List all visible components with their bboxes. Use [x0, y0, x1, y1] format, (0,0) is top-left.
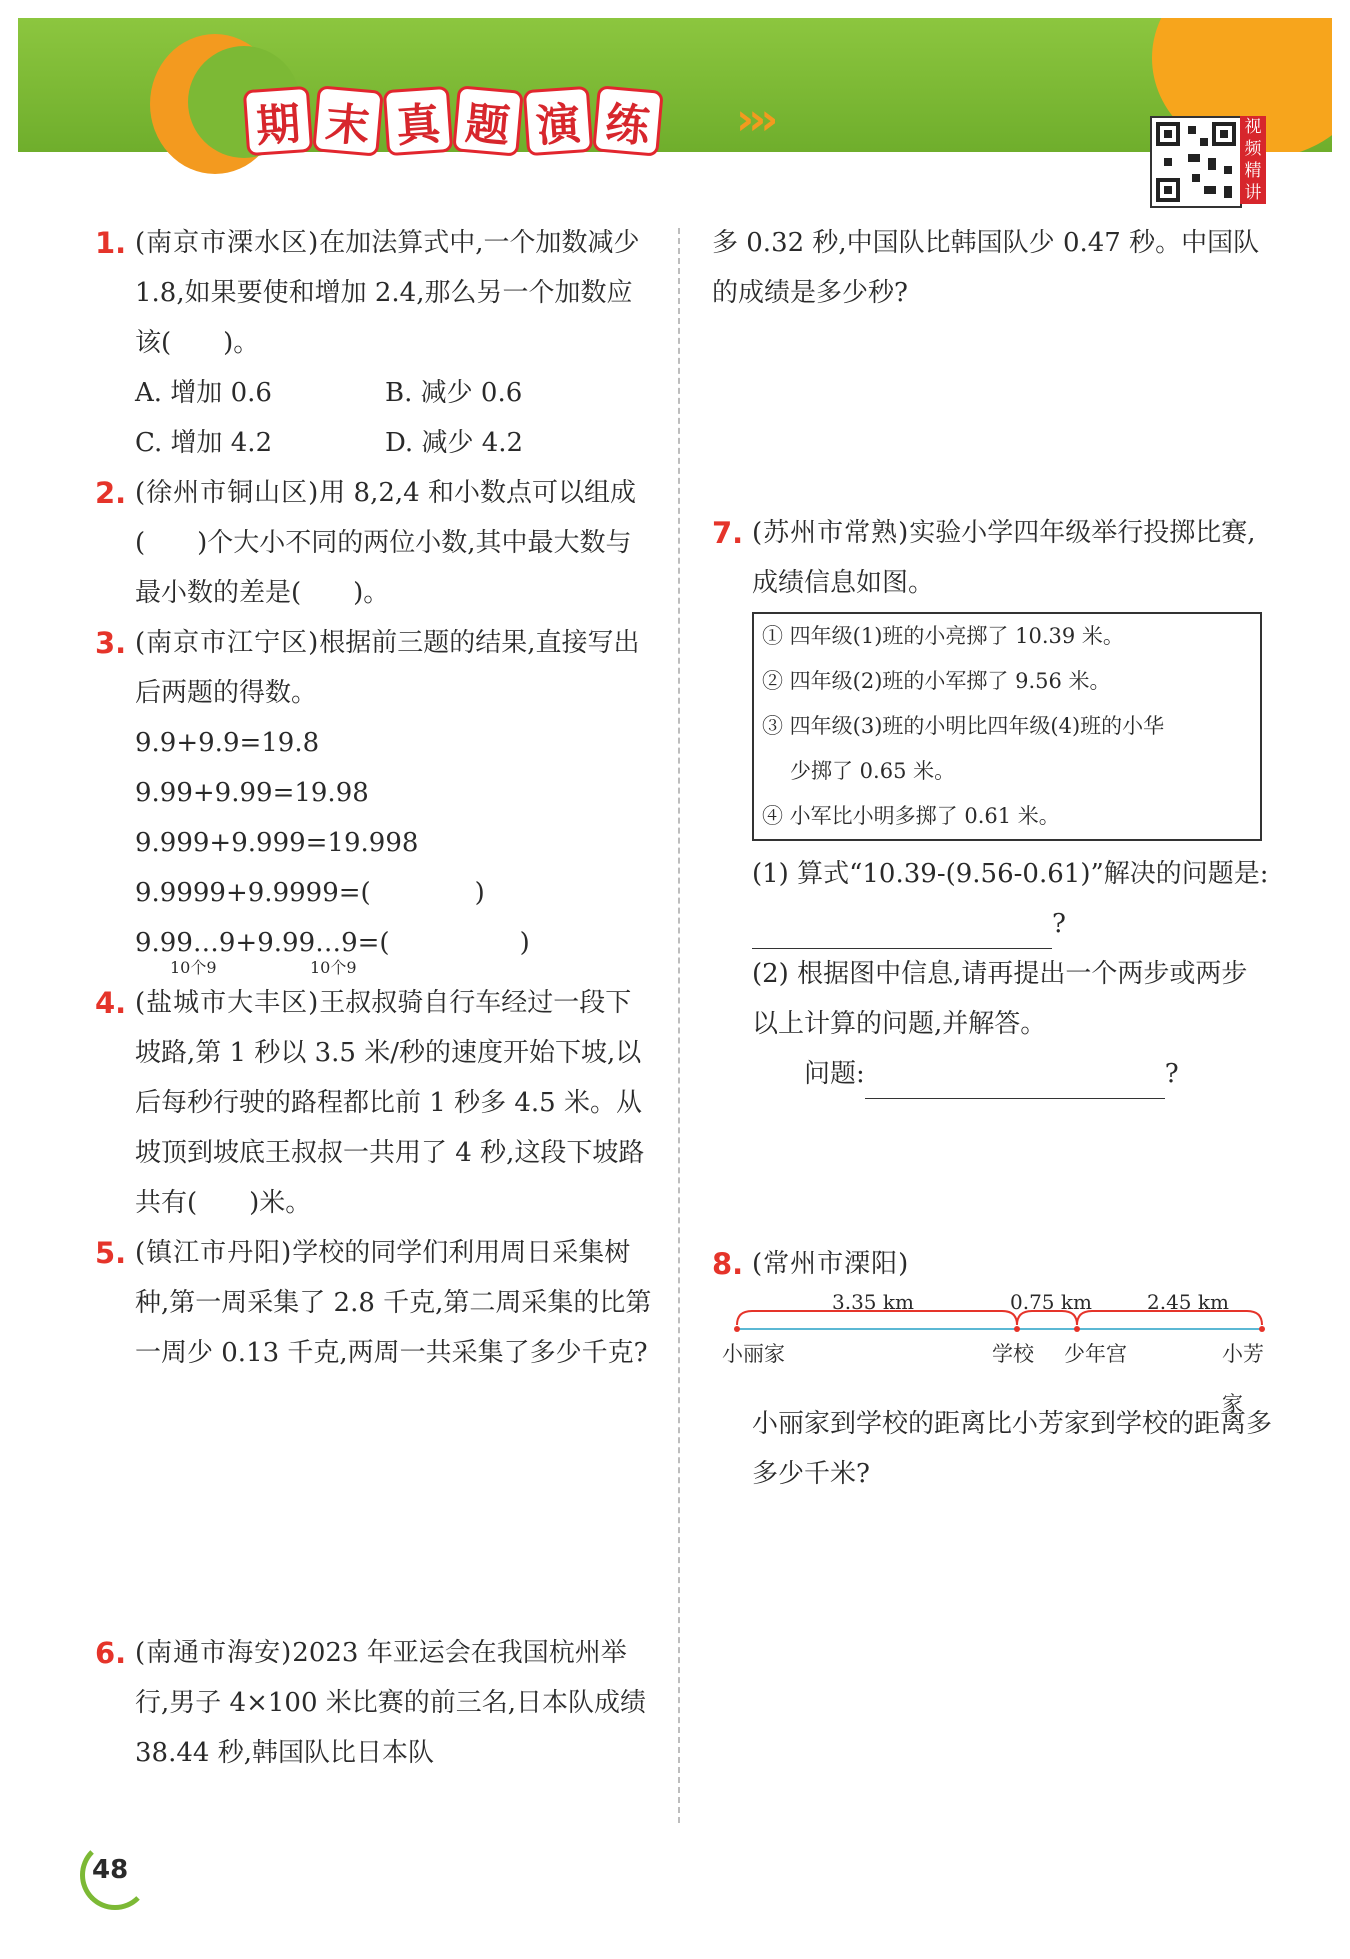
- question-mark: ?: [1052, 909, 1066, 939]
- option-d[interactable]: D. 减少 4.2: [385, 428, 524, 458]
- distance-label: 2.45 km: [1147, 1290, 1229, 1314]
- question-4: [95, 978, 655, 1228]
- question-text: 2023 年亚运会在我国杭州举行,男子 4×100 米比赛的前三名,日本队成绩 38.44 秒,韩国队比日本队: [135, 1638, 647, 1768]
- brace-note: 10个9: [310, 958, 357, 977]
- question-mark: ?: [1164, 1059, 1179, 1089]
- place-label: 少年宫: [1064, 1342, 1127, 1366]
- sub-question-2: [712, 949, 1272, 1239]
- equation-line: 9.9+9.9=19.8: [135, 728, 320, 758]
- place-label: 小芳家: [1222, 1342, 1264, 1416]
- title-char: 演: [523, 86, 593, 156]
- title-char: 真: [383, 86, 453, 156]
- question-3: [95, 618, 655, 978]
- qr-label: 视频精讲: [1240, 116, 1266, 204]
- question-6-continued: 多 0.32 秒,中国队比韩国队少 0.47 秒。中国队的成绩是多少秒?: [712, 228, 1260, 308]
- equation-line: 9.99+9.99=19.98: [135, 778, 369, 808]
- question-source: (苏州市常熟): [752, 518, 910, 548]
- question-number: 2.: [95, 476, 127, 510]
- sub-question-text: (2) 根据图中信息,请再提出一个两步或两步以上计算的问题,并解答。: [752, 959, 1248, 1039]
- title-char: 题: [452, 85, 524, 157]
- distance-label: 0.75 km: [1010, 1290, 1092, 1314]
- equation-last: [135, 918, 655, 978]
- info-line: 少掷了 0.65 米。: [790, 759, 956, 783]
- question-text: 用 8,2,4 和小数点可以组成( )个大小不同的两位小数,其中最大数与最小数的差是( )。: [135, 478, 636, 608]
- question-source: (镇江市丹阳): [135, 1238, 293, 1268]
- info-line: ③ 四年级(3)班的小明比四年级(4)班的小华: [762, 714, 1165, 738]
- info-box: [752, 612, 1262, 841]
- question-number: 7.: [712, 516, 744, 550]
- question-source: (盐城市大丰区): [135, 988, 320, 1018]
- distance-label: 3.35 km: [832, 1290, 914, 1314]
- title-char: 期: [243, 86, 313, 156]
- question-number: 6.: [95, 1636, 127, 1670]
- question-number: 8.: [712, 1247, 744, 1281]
- question-number: 3.: [95, 626, 127, 660]
- question-6: [95, 1628, 655, 1778]
- equation-line: 9.99…9+9.99…9=( ): [135, 928, 530, 958]
- distance-diagram: [722, 1289, 1272, 1416]
- equation-line: 9.9999+9.9999=( ): [135, 878, 485, 908]
- sub-question-text: (1) 算式“10.39-(9.56-0.61)”解决的问题是:: [752, 859, 1269, 889]
- answer-blank[interactable]: [752, 918, 1052, 949]
- left-column: [95, 218, 655, 1778]
- question-1: [95, 218, 655, 468]
- qr-code-icon[interactable]: [1150, 116, 1242, 208]
- question-7: [712, 508, 1272, 608]
- page-number: 48: [92, 1855, 129, 1885]
- question-number: 1.: [95, 226, 127, 260]
- info-line: ② 四年级(2)班的小军掷了 9.56 米。: [762, 669, 1111, 693]
- question-2: [95, 468, 655, 618]
- question-text: 在加法算式中,一个加数减少 1.8,如果要使和增加 2.4,那么另一个加数应该( )。: [135, 228, 640, 358]
- options: [135, 368, 655, 468]
- option-b[interactable]: B. 减少 0.6: [385, 378, 523, 408]
- question-label: 问题:: [804, 1059, 865, 1089]
- page-title: [245, 88, 661, 154]
- place-label: 学校: [992, 1342, 1034, 1366]
- question-8-text: 小丽家到学校的距离比小芳家到学校的距离多多少千米?: [752, 1409, 1273, 1489]
- sub-question-1: [712, 849, 1272, 949]
- option-a[interactable]: A. 增加 0.6: [135, 378, 272, 408]
- question-source: (南通市海安): [135, 1638, 293, 1668]
- right-column: [712, 218, 1272, 1499]
- question-5: [95, 1228, 655, 1628]
- option-c[interactable]: C. 增加 4.2: [135, 428, 273, 458]
- answer-blank[interactable]: [865, 1068, 1165, 1099]
- question-source: (南京市溧水区): [135, 228, 320, 258]
- question-source: (徐州市铜山区): [135, 478, 320, 508]
- question-number: 5.: [95, 1236, 127, 1270]
- brace-note: 10个9: [170, 958, 217, 977]
- arrow-icons: ›››: [736, 94, 773, 145]
- question-source: (常州市溧阳): [752, 1249, 910, 1279]
- place-label: 小丽家: [722, 1342, 785, 1366]
- question-text: 实验小学四年级举行投掷比赛,成绩信息如图。: [752, 518, 1256, 598]
- question-text: 学校的同学们利用周日采集树种,第一周采集了 2.8 千克,第二周采集的比第一周少 0.13 千克,两周一共采集了多少千克?: [135, 1238, 652, 1368]
- title-char: 练: [592, 85, 664, 157]
- question-number: 4.: [95, 986, 127, 1020]
- question-source: (南京市江宁区): [135, 628, 320, 658]
- question-text: 王叔叔骑自行车经过一段下坡路,第 1 秒以 3.5 米/秒的速度开始下坡,以后每秒行驶的路程都比前 1 秒多 4.5 米。从坡顶到坡底王叔叔一共用了 4 秒,这段下坡路共有( )米。: [135, 988, 645, 1218]
- info-line: ④ 小军比小明多掷了 0.61 米。: [762, 804, 1060, 828]
- column-divider: [678, 228, 680, 1823]
- question-text: 根据前三题的结果,直接写出后两题的得数。: [135, 628, 640, 708]
- equation-line: 9.999+9.999=19.998: [135, 828, 419, 858]
- title-char: 末: [312, 85, 384, 157]
- info-line: ① 四年级(1)班的小亮掷了 10.39 米。: [762, 624, 1124, 648]
